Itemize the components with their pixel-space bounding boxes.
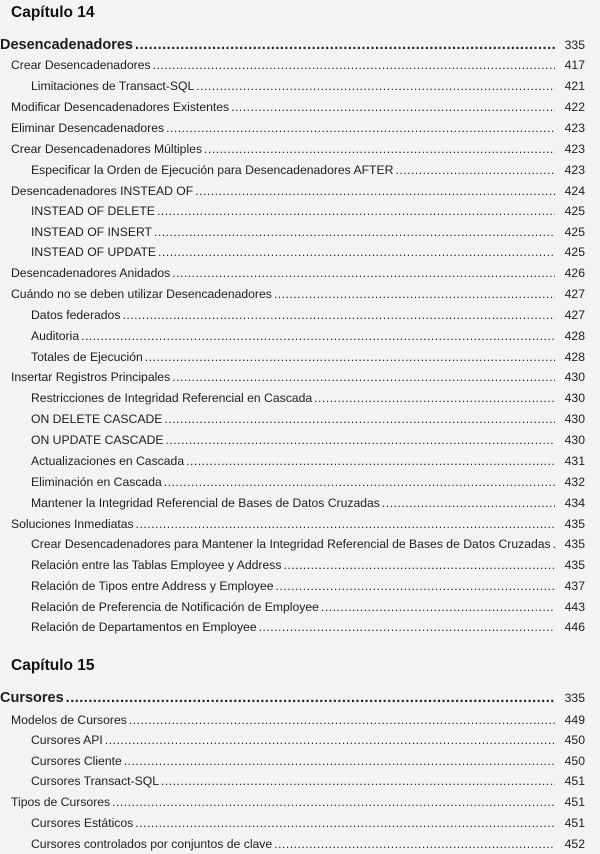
page-number: 428	[564, 350, 585, 364]
dot-leader	[382, 496, 555, 510]
toc-entry	[0, 239, 600, 259]
dot-leader	[129, 713, 555, 727]
entry-label: Soluciones Inmediatas	[11, 517, 134, 531]
toc-entry	[0, 531, 600, 551]
toc-entry	[0, 707, 600, 727]
toc-entry	[0, 573, 600, 593]
toc-entry	[0, 789, 600, 809]
entry-label: ON DELETE CASCADE	[31, 412, 163, 426]
dot-leader	[321, 600, 555, 614]
dot-leader	[276, 579, 555, 593]
toc-entry	[0, 768, 600, 788]
entry-label: Modificar Desencadenadores Existentes	[11, 100, 230, 114]
page-number: 423	[564, 142, 585, 156]
entry-label: Mantener la Integridad Referencial de Bases de Datos Cruzadas	[31, 496, 380, 510]
toc-entry	[0, 831, 600, 851]
page-number: 435	[564, 558, 585, 572]
toc-entry	[0, 364, 600, 384]
dot-leader	[195, 184, 555, 198]
page-number: 430	[564, 370, 585, 384]
page-number: 335	[564, 38, 585, 52]
page-number: 435	[564, 537, 585, 551]
dot-leader	[161, 774, 555, 788]
dot-leader	[553, 537, 555, 551]
dot-leader	[314, 391, 555, 405]
toc-entry	[0, 469, 600, 489]
toc-entry	[0, 198, 600, 218]
page-number: 446	[564, 620, 585, 634]
entry-label: ON UPDATE CASCADE	[31, 433, 164, 447]
page-number: 423	[564, 121, 585, 135]
toc-entry	[0, 136, 600, 156]
dot-leader	[172, 370, 555, 384]
page-number: 422	[564, 100, 585, 114]
entry-label: Desencadenadores	[0, 37, 133, 53]
entry-label: Cursores Cliente	[31, 754, 122, 768]
entry-label: Crear Desencadenadores	[11, 58, 151, 72]
entry-label: Relación de Preferencia de Notificación de Employee	[31, 600, 319, 614]
page-number: 335	[564, 691, 585, 705]
dot-leader	[164, 412, 555, 426]
chapter-main-entry	[0, 681, 600, 705]
page-number: 434	[564, 496, 585, 510]
entry-label: INSTEAD OF INSERT	[31, 225, 152, 239]
entry-label: Relación entre las Tablas Employee y Address	[31, 558, 282, 572]
dot-leader	[135, 38, 555, 52]
dot-leader	[81, 329, 555, 343]
toc-entry	[0, 810, 600, 830]
page-number: 424	[564, 184, 585, 198]
page-number: 430	[564, 433, 585, 447]
page-number: 430	[564, 412, 585, 426]
page-number: 423	[564, 163, 585, 177]
toc-entry	[0, 511, 600, 531]
page-number: 432	[564, 475, 585, 489]
dot-leader	[274, 837, 555, 851]
dot-leader	[231, 100, 555, 114]
entry-label: Cursores Transact-SQL	[31, 774, 160, 788]
entry-label: Auditoria	[31, 329, 80, 343]
entry-label: Actualizaciones en Cascada	[31, 454, 185, 468]
entry-label: Relación de Tipos entre Address y Employee	[31, 579, 274, 593]
toc-entry	[0, 73, 600, 93]
dot-leader	[164, 475, 555, 489]
entry-label: Eliminación en Cascada	[31, 475, 162, 489]
dot-leader	[259, 620, 555, 634]
toc-entry	[0, 727, 600, 747]
entry-label: Datos federados	[31, 308, 121, 322]
dot-leader	[274, 287, 555, 301]
toc-entry	[0, 448, 600, 468]
dot-leader	[166, 433, 555, 447]
page-number: 425	[564, 204, 585, 218]
toc-entry	[0, 115, 600, 135]
page-number: 421	[564, 79, 585, 93]
toc-entry	[0, 260, 600, 280]
toc-entry	[0, 552, 600, 572]
entry-label: Cursores Estáticos	[31, 816, 134, 830]
dot-leader	[395, 163, 555, 177]
toc-entry	[0, 490, 600, 510]
toc-entry	[0, 281, 600, 301]
page-number: 451	[564, 795, 585, 809]
page-number: 425	[564, 225, 585, 239]
toc-entry	[0, 52, 600, 72]
chapter-heading: Capítulo 15	[11, 657, 95, 674]
page-number: 450	[564, 754, 585, 768]
page-number: 451	[564, 774, 585, 788]
entry-label: Eliminar Desencadenadores	[11, 121, 165, 135]
entry-label: Cursores controlados por conjuntos de clave	[31, 837, 273, 851]
page-number: 428	[564, 329, 585, 343]
toc-entry	[0, 614, 600, 634]
entry-label: Restricciones de Integridad Referencial en Cascada	[31, 391, 313, 405]
entry-label: Insertar Registros Principales	[11, 370, 171, 384]
entry-label: INSTEAD OF UPDATE	[31, 245, 157, 259]
entry-label: Limitaciones de Transact-SQL	[31, 79, 195, 93]
entry-label: Relación de Departamentos en Employee	[31, 620, 257, 634]
entry-label: Cursores	[0, 690, 64, 706]
entry-label: Cuándo no se deben utilizar Desencadenadores	[11, 287, 272, 301]
entry-label: Tipos de Cursores	[11, 795, 111, 809]
dot-leader	[153, 58, 555, 72]
entry-label: Modelos de Cursores	[11, 713, 127, 727]
toc-entry	[0, 219, 600, 239]
chapter-heading: Capítulo 14	[11, 4, 95, 21]
page-number: 452	[564, 837, 585, 851]
page-number: 431	[564, 454, 585, 468]
page-number: 430	[564, 391, 585, 405]
entry-label: Desencadenadores Anidados	[11, 266, 171, 280]
entry-label: Desencadenadores INSTEAD OF	[11, 184, 194, 198]
page-number: 417	[564, 58, 585, 72]
toc-entry	[0, 427, 600, 447]
page-number: 427	[564, 308, 585, 322]
page-number: 443	[564, 600, 585, 614]
dot-leader	[136, 517, 555, 531]
toc-entry	[0, 748, 600, 768]
entry-label: Crear Desencadenadores Múltiples	[11, 142, 203, 156]
dot-leader	[105, 733, 555, 747]
dot-leader	[157, 204, 555, 218]
dot-leader	[172, 266, 555, 280]
dot-leader	[135, 816, 555, 830]
toc-entry	[0, 385, 600, 405]
page-number: 437	[564, 579, 585, 593]
toc-entry	[0, 344, 600, 364]
entry-label: Cursores API	[31, 733, 103, 747]
dot-leader	[154, 225, 555, 239]
page-number: 427	[564, 287, 585, 301]
dot-leader	[166, 121, 555, 135]
chapter-main-entry	[0, 28, 600, 52]
page-number: 450	[564, 733, 585, 747]
dot-leader	[158, 245, 555, 259]
entry-label: INSTEAD OF DELETE	[31, 204, 155, 218]
dot-leader	[112, 795, 555, 809]
dot-leader	[122, 308, 555, 322]
toc-entry	[0, 157, 600, 177]
page-number: 449	[564, 713, 585, 727]
entry-label: Especificar la Orden de Ejecución para Desencadenadores AFTER	[31, 163, 394, 177]
toc-entry	[0, 406, 600, 426]
toc-entry	[0, 94, 600, 114]
dot-leader	[124, 754, 555, 768]
toc-entry	[0, 178, 600, 198]
toc-entry	[0, 594, 600, 614]
toc-entry	[0, 302, 600, 322]
dot-leader	[283, 558, 555, 572]
dot-leader	[66, 691, 555, 705]
page-number: 435	[564, 517, 585, 531]
dot-leader	[186, 454, 555, 468]
page-number: 425	[564, 245, 585, 259]
entry-label: Totales de Ejecución	[31, 350, 143, 364]
dot-leader	[145, 350, 555, 364]
toc-entry	[0, 323, 600, 343]
entry-label: Crear Desencadenadores para Mantener la Integridad Referencial de Bases de Datos Cruzadas	[31, 537, 551, 551]
dot-leader	[204, 142, 555, 156]
dot-leader	[196, 79, 555, 93]
page-number: 451	[564, 816, 585, 830]
page-number: 426	[564, 266, 585, 280]
